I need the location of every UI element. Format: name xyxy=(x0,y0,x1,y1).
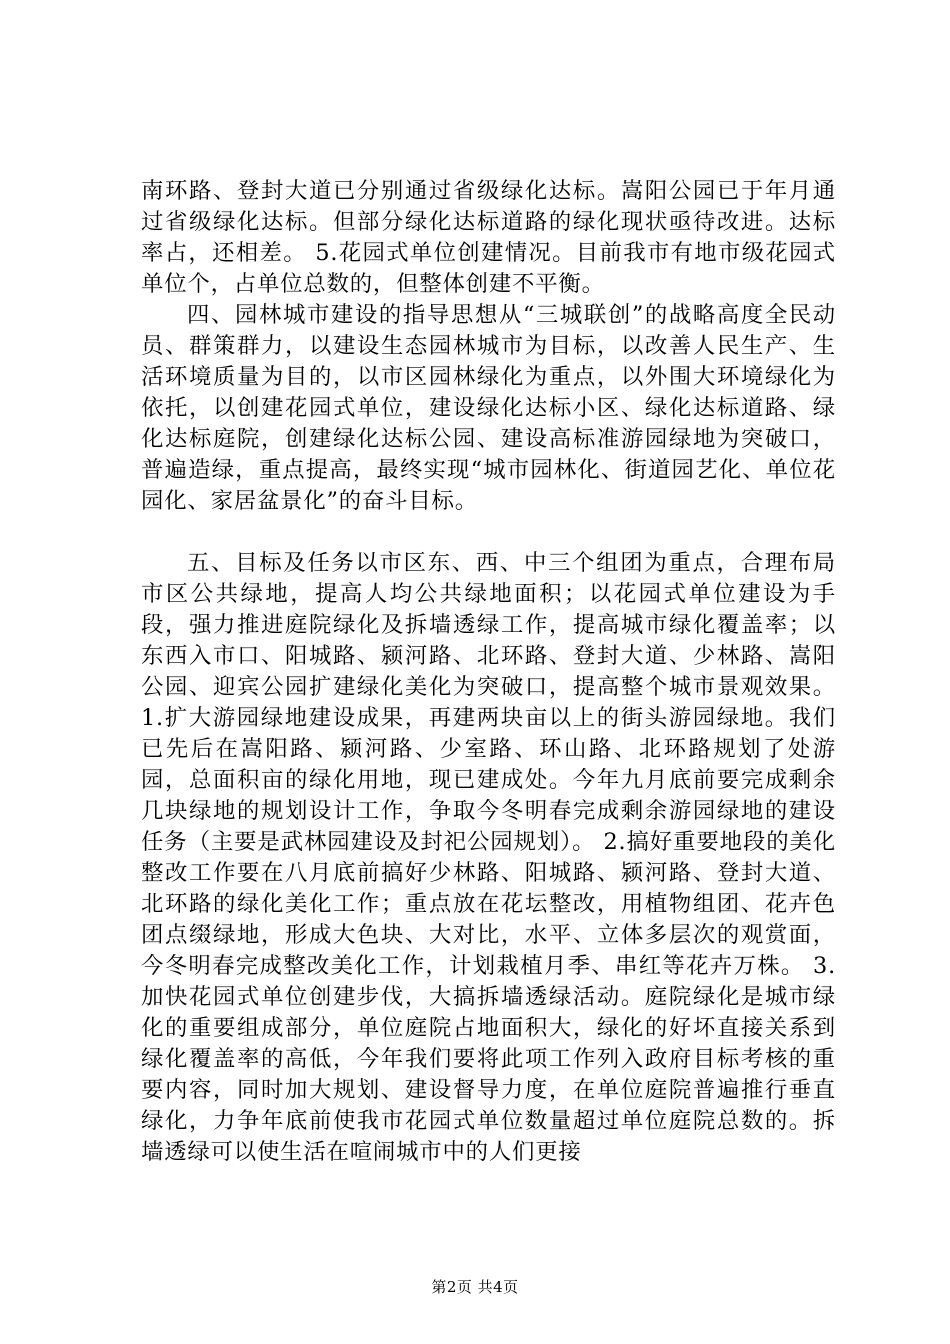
paragraph-guiding-ideology: 四、园林城市建设的指导思想从“三城联创”的战略高度全民动员、群策群力，以建设生态园林城市为目标，以改善人民生产、生活环境质量为目的，以市区园林绿化为重点，以外围大环境绿化为依托，以创建花园式单位，建设绿化达标小区、绿化达标道路、绿化达标庭院，创建绿化达标公园、建设高标准游园绿地为突破口，普遍造绿，重点提高，最终实现“城市园林化、街道园艺化、单位花园化、家居盆景化”的奋斗目标。 xyxy=(141,302,836,514)
text-block-3 xyxy=(141,548,836,1168)
paragraph-continuation: 南环路、登封大道已分别通过省级绿化达标。嵩阳公园已于年月通过省级绿化达标。但部分绿化达标道路的绿化现状亟待改进。达标率占，还相差。 5.花园式单位创建情况。目前我市有地市级花园式单位个，占单位总数的，但整体创建不平衡。 xyxy=(141,178,836,297)
text-block-1 xyxy=(141,176,836,300)
page-footer: 第2页 共4页 xyxy=(431,1278,519,1296)
paragraph-goals-tasks: 五、目标及任务以市区东、西、中三个组团为重点，合理布局市区公共绿地，提高人均公共绿地面积；以花园式单位建设为手段，强力推进庭院绿化及拆墙透绿工作，提高城市绿化覆盖率；以东西入市口、阳城路、颍河路、北环路、登封大道、少林路、嵩阳公园、迎宾公园扩建绿化美化为突破口，提高整个城市景观效果。 1.扩大游园绿地建设成果，再建两块亩以上的街头游园绿地。我们已先后在嵩阳路、颍河路、少室路、环山路、北环路规划了处游园，总面积亩的绿化用地，现已建成处。今年九月底前要完成剩余几块绿地的规划设计工作，争取今冬明春完成剩余游园绿地的建设任务（主要是武林园建设及封祀公园规划）。 2.搞好重要地段的美化整改工作要在八月底前搞好少林路、阳城路、颍河路、登封大道、北环路的绿化美化工作；重点放在花坛整改，用植物组团、花卉色团点缀绿地，形成大色块、大对比，水平、立体多层次的观赏面，今冬明春完成整改美化工作，计划栽植月季、串红等花卉万株。 3.加快花园式单位创建步伐，大搞拆墙透绿活动。庭院绿化是城市绿化的重要组成部分，单位庭院占地面积大，绿化的好坏直接关系到绿化覆盖率的高低，今年我们要将此项工作列入政府目标考核的重要内容，同时加大规划、建设督导力度，在单位庭院普遍推行垂直绿化，力争年底前使我市花园式单位数量超过单位庭院总数的。拆墙透绿可以使生活在喧闹城市中的人们更接 xyxy=(141,550,836,1165)
text-block-2 xyxy=(141,300,836,517)
